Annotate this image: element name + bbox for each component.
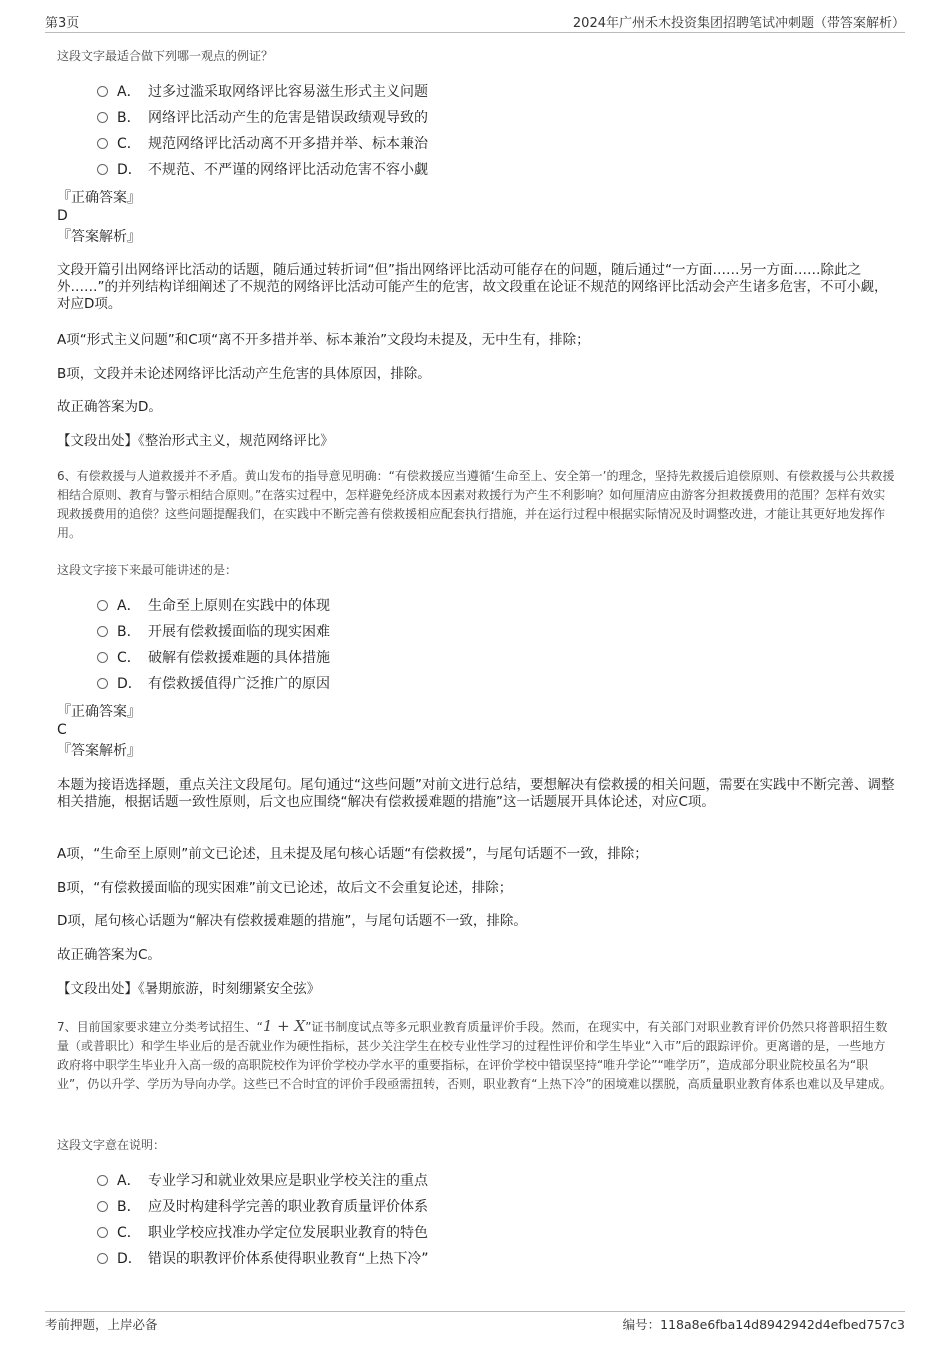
q5-option-a[interactable]: A． 过多过滥采取网络评比容易滋生形式主义问题 (97, 83, 428, 101)
q5-answer: D (57, 208, 68, 224)
q6-prompt: 这段文字接下来最可能讲述的是： (57, 563, 238, 577)
q6-option-c[interactable]: C． 破解有偿救援难题的具体措施 (97, 649, 330, 667)
formula-1-plus-x: 1 + X (262, 1017, 306, 1035)
radio-icon[interactable] (97, 1227, 108, 1238)
radio-icon[interactable] (97, 652, 108, 663)
q7-option-c[interactable]: C． 职业学校应找准办学定位发展职业教育的特色 (97, 1224, 428, 1242)
q5-prompt: 这段文字最适合做下列哪一观点的例证？ (57, 49, 274, 63)
q5-analysis-paragraph: 文段开篇引出网络评比活动的话题，随后通过转折词“但”指出网络评比活动可能存在的问题，随后通过“一方面……另一方面……除此之外……”的并列结构详细阐述了不规范的网络评比活动可能产生的危害，故文段重在论证不规范的网络评比活动会产生诸多危害，不可小觑，对应D项。 (57, 262, 888, 312)
q5-option-b[interactable]: B． 网络评比活动产生的危害是错误政绩观导致的 (97, 109, 428, 127)
radio-icon[interactable] (97, 1201, 108, 1212)
q7-prompt: 这段文字意在说明： (57, 1138, 166, 1152)
radio-icon[interactable] (97, 138, 108, 149)
q6-stem: 6、有偿救援与人道救援并不矛盾。黄山发布的指导意见明确：“有偿救援应当遵循‘生命至上、安全第一’的理念，坚持先救援后追偿原则、有偿救援与公共救援相结合原则、教育与警示相结合原则。”在落实过程中，怎样避免经济成本因素对救援行为产生不利影响？如何厘清应由游客分担救援费用的范围？怎样有效实现救援费用的追偿？这些问题提醒我们，在实践中不断完善有偿救援相应配套执行措施，并在运行过程中根据实际情况及时调整改进，才能让其更好地发挥作用。 (57, 469, 895, 540)
q5-analysis-label: 『答案解析』 (57, 229, 141, 245)
q7-option-a[interactable]: A． 专业学习和就业效果应是职业学校关注的重点 (97, 1172, 428, 1190)
radio-icon[interactable] (97, 626, 108, 637)
page-number: 第3页 (45, 16, 80, 31)
radio-icon[interactable] (97, 164, 108, 175)
q5-analysis-paragraph: B项，文段并未论述网络评比活动产生危害的具体原因，排除。 (57, 366, 431, 382)
q5-option-d[interactable]: D． 不规范、不严谨的网络评比活动危害不容小觑 (97, 161, 428, 179)
page-header (45, 10, 905, 33)
radio-icon[interactable] (97, 86, 108, 97)
q6-option-d[interactable]: D． 有偿救援值得广泛推广的原因 (97, 675, 330, 693)
q6-option-b[interactable]: B． 开展有偿救援面临的现实困难 (97, 623, 330, 641)
q6-analysis-paragraph: 本题为接语选择题，重点关注文段尾句。尾句通过“这些问题”对前文进行总结，要想解决有偿救援的相关问题，需要在实践中不断完善、调整相关措施，根据话题一致性原则，后文也应围绕“解决有偿救援难题的措施”这一话题展开具体论述，对应C项。 (57, 777, 895, 810)
q6-source: 【文段出处】《暑期旅游，时刻绷紧安全弦》 (57, 981, 321, 997)
q5-answer-label: 『正确答案』 (57, 190, 141, 206)
radio-icon[interactable] (97, 678, 108, 689)
page-footer (45, 1311, 905, 1332)
radio-icon[interactable] (97, 112, 108, 123)
document-title: 2024年广州禾木投资集团招聘笔试冲刺题（带答案解析） (572, 16, 905, 31)
q5-option-c[interactable]: C． 规范网络评比活动离不开多措并举、标本兼治 (97, 135, 428, 153)
q5-source: 【文段出处】《整治形式主义，规范网络评比》 (57, 433, 334, 449)
radio-icon[interactable] (97, 1253, 108, 1264)
q7-option-d[interactable]: D． 错误的职教评价体系使得职业教育“上热下冷” (97, 1250, 429, 1268)
radio-icon[interactable] (97, 600, 108, 611)
q5-analysis-paragraph: A项“形式主义问题”和C项“离不开多措并举、标本兼治”文段均未提及，无中生有，排除； (57, 332, 590, 348)
q6-option-a[interactable]: A． 生命至上原则在实践中的体现 (97, 597, 330, 615)
q5-analysis-paragraph: 故正确答案为D。 (57, 399, 162, 415)
q6-answer: C (57, 722, 67, 738)
radio-icon[interactable] (97, 1175, 108, 1186)
q6-analysis-paragraph: 故正确答案为C。 (57, 947, 161, 963)
document-code: 编号：118a8e6fba14d8942942d4efbed757c3 (622, 1317, 905, 1332)
q7-stem: 7、目前国家要求建立分类考试招生、“1 + X”证书制度试点等多元职业教育质量评价手段。然而，在现实中，有关部门对职业教育评价仍然只将普职招生数量（或普职比）和学生毕业后的是否就业作为硬性指标，甚少关注学生在校专业性学习的过程性评价和学生毕业“入市”后的跟踪评价。更离谱的是，一些地方政府将中职学生毕业升入高一级的高职院校作为评价学校办学水平的重要指标，在评价学校中错误坚持“唯升学论”“唯学历”，造成部分职业院校虽名为“职业”，仍以升学、学历为导向办学。这些已不合时宜的评价手段亟需扭转，否则，职业教育“上热下冷”的困境难以摆脱，高质量职业教育体系也难以及早建成。 (57, 1017, 892, 1091)
q7-option-b[interactable]: B． 应及时构建科学完善的职业教育质量评价体系 (97, 1198, 428, 1216)
q6-answer-label: 『正确答案』 (57, 704, 141, 720)
q6-analysis-paragraph: A项，“生命至上原则”前文已论述，且未提及尾句核心话题“有偿救援”，与尾句话题不一致，排除； (57, 846, 648, 862)
q6-analysis-paragraph: B项，“有偿救援面临的现实困难”前文已论述，故后文不会重复论述，排除； (57, 880, 513, 896)
q6-analysis-label: 『答案解析』 (57, 743, 141, 759)
footer-slogan: 考前押题，上岸必备 (45, 1317, 158, 1332)
q6-analysis-paragraph: D项，尾句核心话题为“解决有偿救援难题的措施”，与尾句话题不一致，排除。 (57, 913, 527, 929)
